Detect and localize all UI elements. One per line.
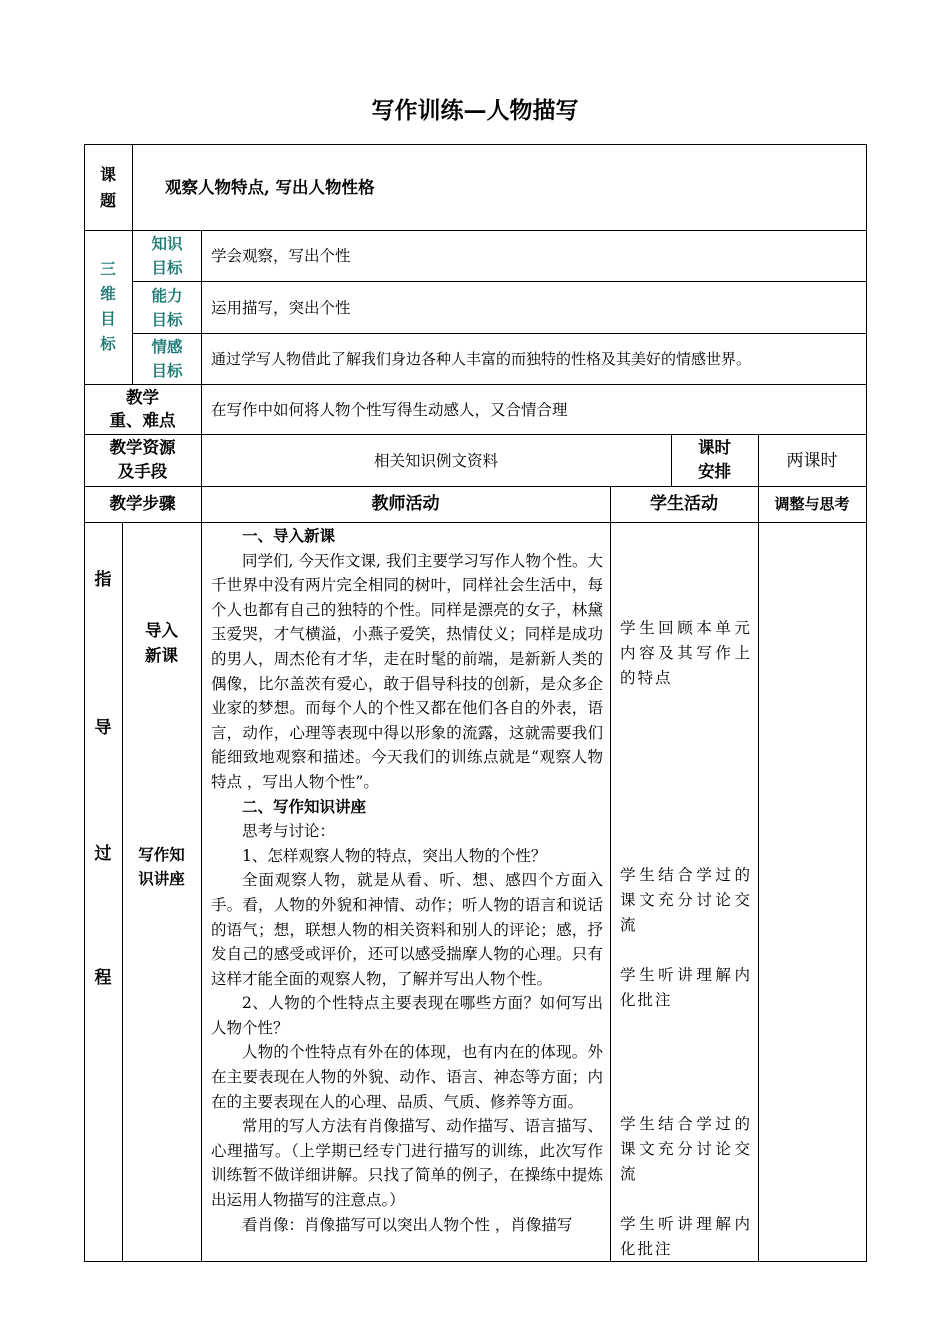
page-title: 写作训练—人物描写 [371,97,579,124]
student-activity-4: 学生结合学过的课文充分讨论交流 [620,1115,752,1183]
section2-title: 二、写作知识讲座 [242,796,367,816]
objective-value-knowledge: 学会观察，写出个性 [211,247,351,265]
student-activity-2: 学生结合学过的课文充分讨论交流 [620,866,752,934]
answer-3: 常用的写人方法有肖像描写、动作描写、语言描写、心理描写。（上学期已经专门进行描写的训练，此次写作训练暂不做详细讲解。只找了简单的例子，在操练中提炼出运用人物描写的注意点。） [211,1117,603,1210]
resources-value: 相关知识例文资料 [373,452,498,470]
think-discuss: 思考与讨论： [242,822,336,841]
question-1: 1、怎样观察人物的特点，突出人物的个性？ [242,846,547,865]
answer-2: 人物的个性特点有外在的体现，也有内在的体现。外在主要表现在人物的外貌、动作、语言、神态等方面；内在的主要表现在人的心理、品质、气质、修养等方面。 [211,1043,603,1111]
step-lecture-line1: 写作知 [138,845,185,864]
student-activity-3: 学生听讲理解内化批注 [620,966,752,1009]
question-2: 2、人物的个性特点主要表现在哪些方面？如何写出人物个性？ [211,994,603,1037]
objective-value-emotion: 通过学写人物借此了解我们身边各种人丰富的而独特的性格及其美好的情感世界。 [211,350,752,368]
objective-name-ability: 能力目标 [151,286,183,329]
answer-4: 看肖像：肖像描写可以突出人物个性 ，肖像描写 [242,1215,573,1234]
resources-label-line2: 及手段 [117,462,168,481]
time-value: 两课时 [786,451,838,471]
step-intro-line2: 新课 [145,646,178,665]
student-activity-5: 学生听讲理解内化批注 [620,1215,752,1258]
lesson-title: 观察人物特点, 写出人物性格 [165,178,375,197]
objective-name-knowledge: 知识目标 [151,234,183,277]
time-label-line2: 安排 [698,462,731,481]
process-char-1: 指 [94,570,112,590]
lesson-label: 课题 [99,165,116,210]
step-lecture-line2: 识讲座 [138,869,185,888]
header-adjust: 调整与思考 [774,495,850,513]
header-teacher: 教师活动 [371,494,440,514]
objective-value-ability: 运用描写，突出个性 [211,299,351,317]
key-points-label-line2: 重、难点 [109,411,176,430]
process-char-2: 导 [94,718,112,738]
answer-1: 全面观察人物，就是从看、听、想、感四个方面入手。看，人物的外貌和神情、动作；听人物的语言和说话的语气；想，联想人物的相关资料和别人的评论；感，抒发自己的感受或评价，还可以感受揣摩人物的心理。只有这样才能全面的观察人物，了解并写出人物个性。 [211,871,603,988]
objective-name-emotion: 情感目标 [151,337,183,380]
header-steps: 教学步骤 [109,494,176,513]
objectives-label: 三维目标 [100,259,116,353]
key-points-value: 在写作中如何将人物个性写得生动感人，又合情合理 [211,401,568,419]
student-activity-1: 学生回顾本单元内容及其写作上的特点 [620,619,752,687]
key-points-label-line1: 教学 [126,388,159,407]
section1-title: 一、导入新课 [242,526,336,545]
teacher-activity [211,524,603,1260]
step-intro-line1: 导入 [145,621,178,640]
process-char-3: 过 [94,844,112,864]
time-label-line1: 课时 [698,438,731,457]
section1-body: 同学们, 今天作文课, 我们主要学习写作人物个性。大千世界中没有两片完全相同的树叶，同样社会生活中，每个人也都有自己的独特的个性。同样是漂亮的女子，林黛玉爱哭，才气横溢，小燕子爱笑，热情仗义；同样是成功的男人，周杰伦有才华，走在时髦的前端，是新新人类的偶像，比尔盖茨有爱心，敢于倡导科技的创新，是众多企业家的梦想。而每个人的个性又都在他们各自的外表，语言，动作，心理等表现中得以形象的流露，这就需要我们能细致地观察和描述。今天我们的训练点就是“观察人物特点 ，写出人物个性”。 [211,551,603,791]
header-student: 学生活动 [650,494,718,514]
resources-label-line1: 教学资源 [109,438,176,457]
process-char-4: 程 [94,968,112,988]
